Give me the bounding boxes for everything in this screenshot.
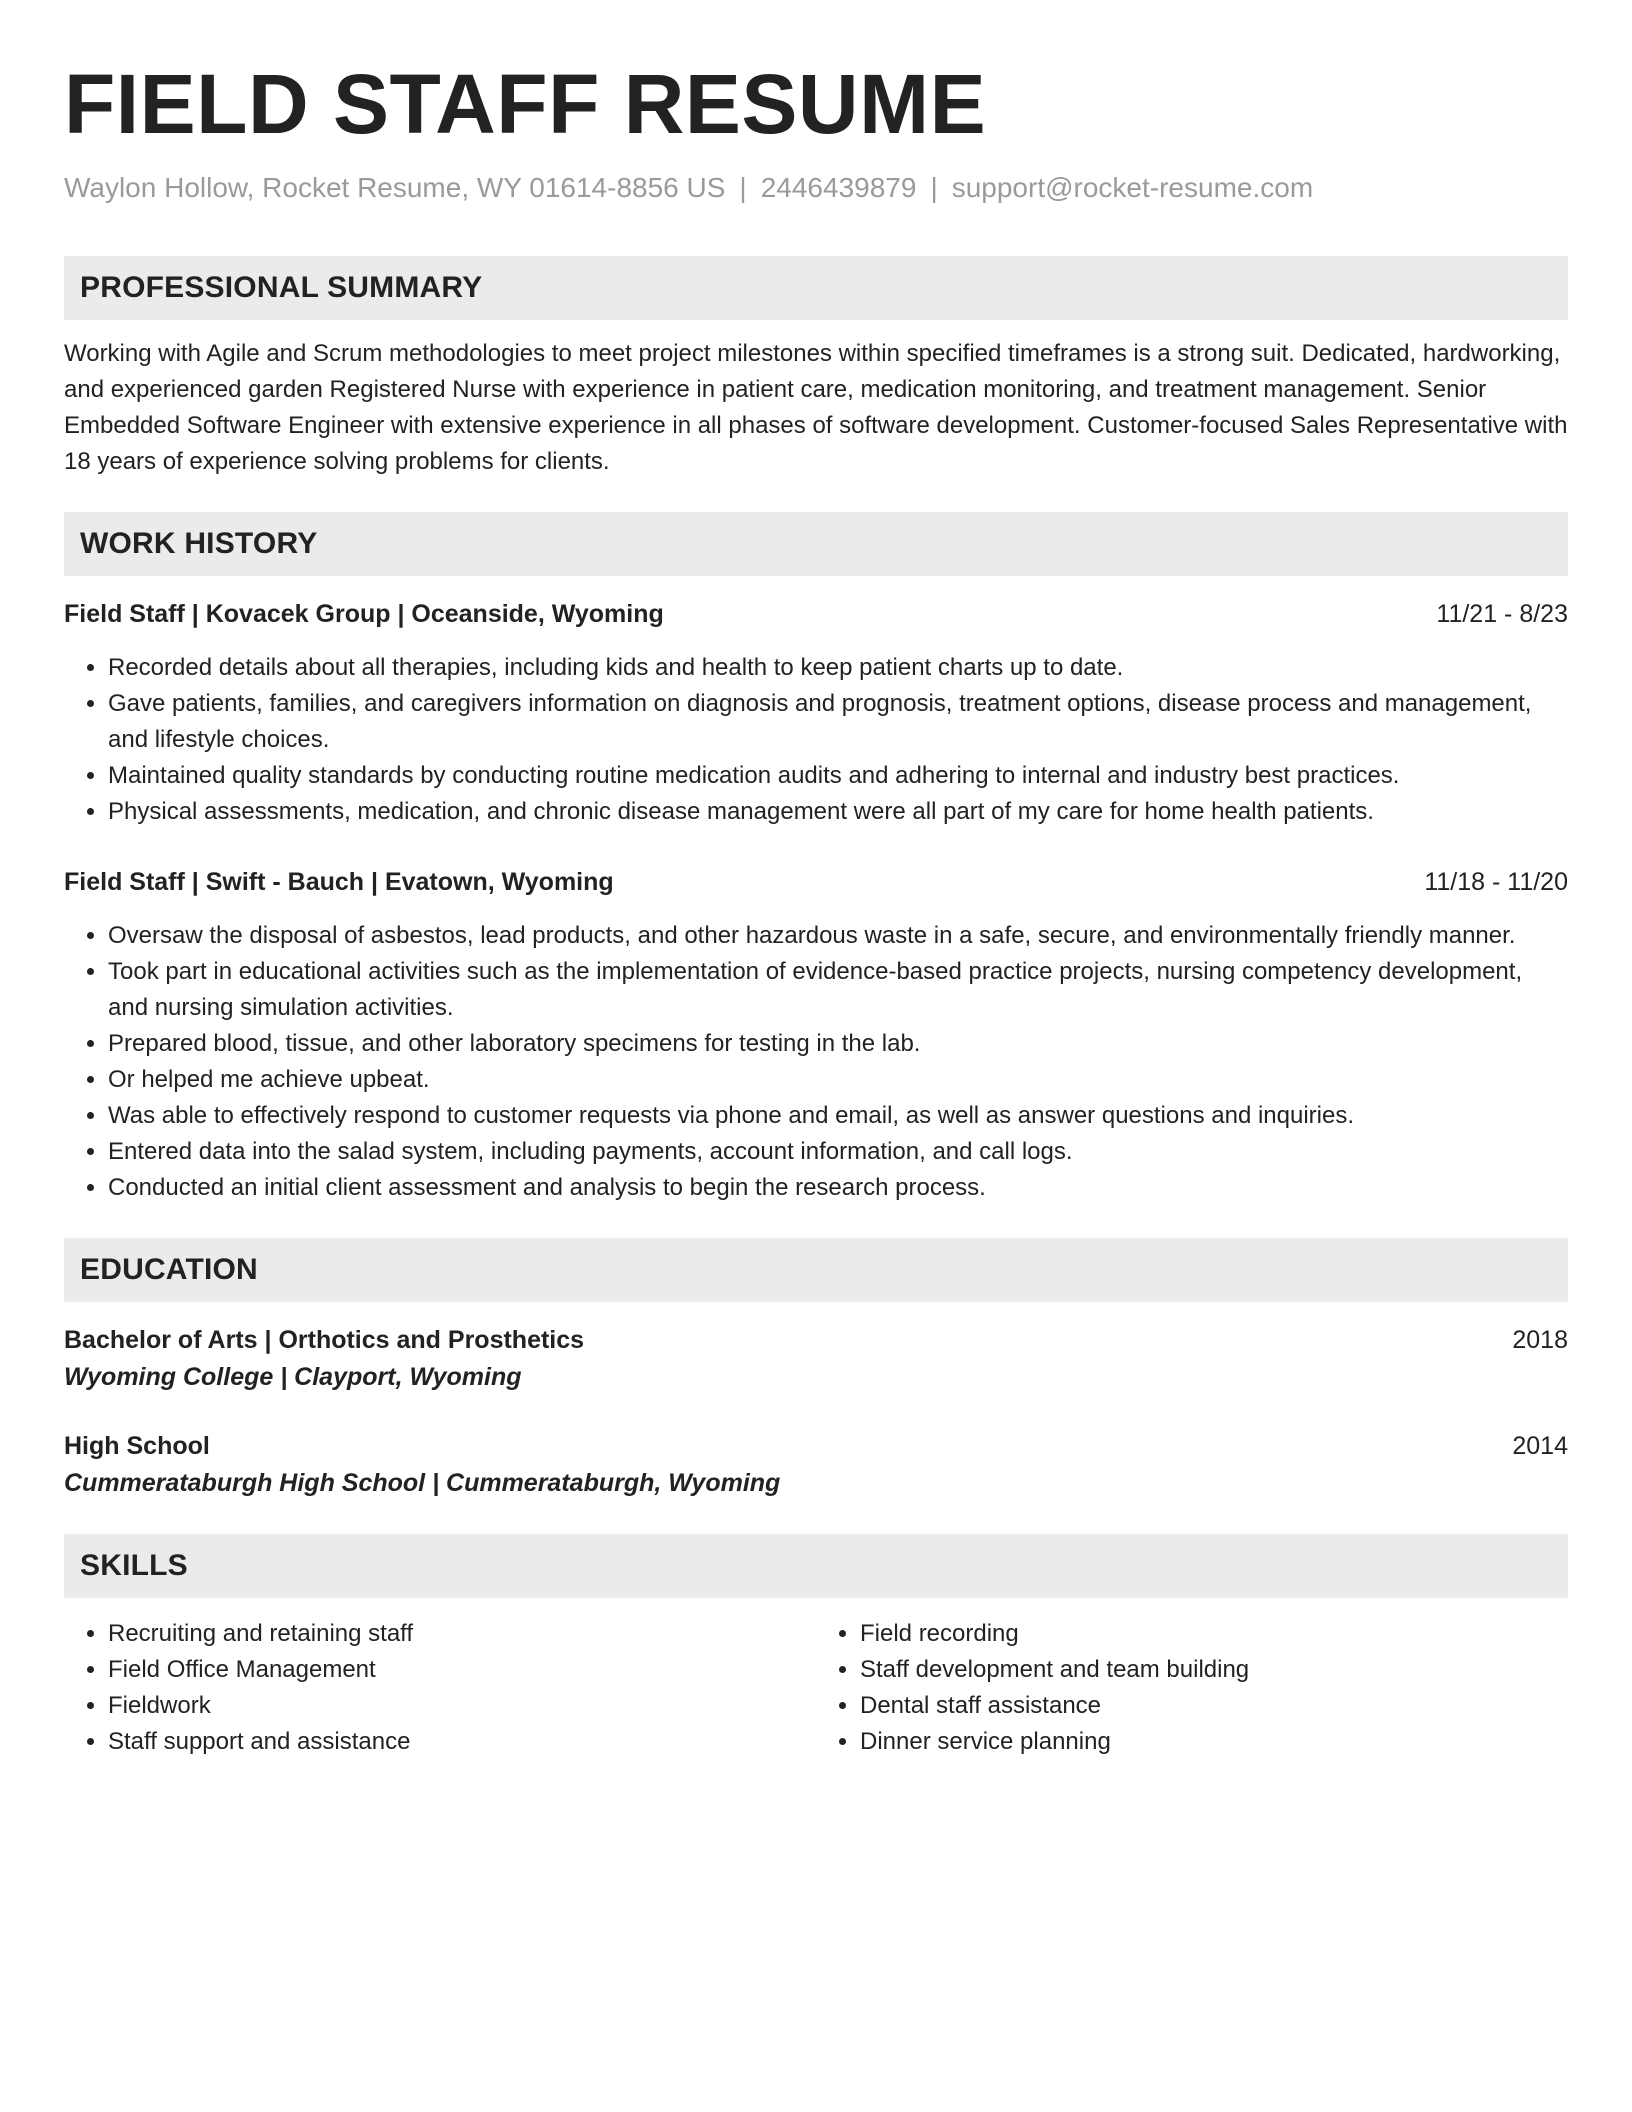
job-dates: 11/21 - 8/23 [1436, 600, 1568, 628]
education-degree: Bachelor of Arts | Orthotics and Prosthetics [64, 1326, 585, 1354]
education-header [64, 1428, 1568, 1464]
job-bullet: • Conducted an initial client assessment and analysis to begin the research process. [108, 1170, 1568, 1206]
job-bullet: • Maintained quality standards by conducting routine medication audits and adhering to internal and industry best practices. [108, 758, 1568, 794]
resume-title: FIELD STAFF RESUME [64, 57, 987, 151]
skill-item: • Fieldwork [108, 1688, 816, 1724]
skill-item: • Dinner service planning [860, 1724, 1568, 1760]
contact-address: Waylon Hollow, Rocket Resume, WY 01614-8856 US [64, 172, 726, 203]
section-header-summary: PROFESSIONAL SUMMARY [64, 256, 1568, 320]
job-bullets [64, 918, 1568, 1206]
skills-column-left [64, 1616, 816, 1760]
job-bullet: • Took part in educational activities such as the implementation of evidence-based practice projects, nursing competency development, and nursing simulation activities. [108, 954, 1568, 1026]
summary-text: Working with Agile and Scrum methodologies to meet project milestones within specified timeframes is a strong suit. Dedicated, hardworking, and experienced garden Registered Nurse with experience in patient care, medication monitoring, and treatment management. Senior Embedded Software Engineer with extensive experience in all phases of software development. Customer-focused Sales Representative with 18 years of experience solving problems for clients. [64, 340, 1568, 475]
section-header-education: EDUCATION [64, 1238, 1568, 1302]
education-school: Cummerataburgh High School | Cummerataburgh, Wyoming [64, 1469, 781, 1497]
contact-email: support@rocket-resume.com [951, 172, 1314, 203]
job-entry [64, 864, 1568, 1206]
contact-line [64, 170, 1568, 206]
job-bullet: • Oversaw the disposal of asbestos, lead products, and other hazardous waste in a safe, secure, and environmentally friendly manner. [108, 918, 1568, 954]
skill-item: • Field recording [860, 1616, 1568, 1652]
job-bullet: • Entered data into the salad system, including payments, account information, and call logs. [108, 1134, 1568, 1170]
job-bullet: • Prepared blood, tissue, and other laboratory specimens for testing in the lab. [108, 1026, 1568, 1062]
skill-item: • Field Office Management [108, 1652, 816, 1688]
education-entry [64, 1322, 1568, 1396]
job-header [64, 596, 1568, 632]
education-degree: High School [64, 1432, 210, 1460]
job-bullet: • Was able to effectively respond to customer requests via phone and email, as well as answer questions and inquiries. [108, 1098, 1568, 1134]
skills-list [816, 1616, 1568, 1760]
job-bullet: • Gave patients, families, and caregivers information on diagnosis and prognosis, treatment options, disease process and management, and lifestyle choices. [108, 686, 1568, 758]
job-bullet: • Recorded details about all therapies, including kids and health to keep patient charts up to date. [108, 650, 1568, 686]
job-title: Field Staff | Swift - Bauch | Evatown, Wyoming [64, 868, 614, 896]
skills-list [64, 1616, 816, 1760]
job-bullets [64, 650, 1568, 830]
skills-grid [64, 1616, 1568, 1760]
contact-phone: 2446439879 [760, 172, 917, 203]
job-entry [64, 596, 1568, 830]
skill-item: • Staff development and team building [860, 1652, 1568, 1688]
job-dates: 11/18 - 11/20 [1424, 868, 1568, 896]
contact-separator: | [930, 172, 938, 203]
skill-item: • Recruiting and retaining staff [108, 1616, 816, 1652]
skill-item: • Staff support and assistance [108, 1724, 816, 1760]
job-header [64, 864, 1568, 900]
section-header-work-history: WORK HISTORY [64, 512, 1568, 576]
skills-column-right [816, 1616, 1568, 1760]
contact-separator: | [739, 172, 747, 203]
job-bullet: • Physical assessments, medication, and chronic disease management were all part of my care for home health patients. [108, 794, 1568, 830]
education-header [64, 1322, 1568, 1358]
section-header-skills: SKILLS [64, 1534, 1568, 1598]
job-title: Field Staff | Kovacek Group | Oceanside, Wyoming [64, 600, 664, 628]
education-year: 2014 [1512, 1432, 1568, 1460]
job-bullet: • Or helped me achieve upbeat. [108, 1062, 1568, 1098]
education-entry [64, 1428, 1568, 1502]
skill-item: • Dental staff assistance [860, 1688, 1568, 1724]
education-year: 2018 [1512, 1326, 1568, 1354]
education-school: Wyoming College | Clayport, Wyoming [64, 1363, 522, 1391]
